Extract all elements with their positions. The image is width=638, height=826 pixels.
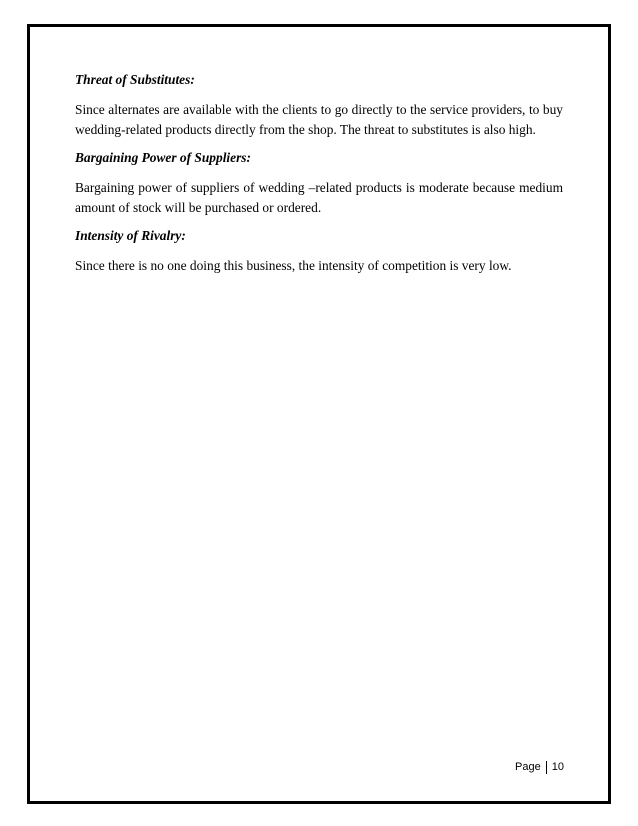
page-number: 10 (551, 761, 564, 773)
heading-bargaining-power-of-suppliers: Bargaining Power of Suppliers: (75, 150, 251, 165)
footer-separator (546, 761, 547, 774)
paragraph-intensity-of-rivalry: Since there is no one doing this business, the intensity of competition is very low. (75, 258, 512, 273)
page-footer (515, 760, 564, 774)
heading-threat-of-substitutes: Threat of Substitutes: (75, 72, 195, 87)
document-body (75, 70, 563, 284)
paragraph-threat-of-substitutes: Since alternates are available with the clients to go directly to the service providers, to buy wedding-related products directly from the shop. The threat to substitutes is also high. (75, 102, 563, 137)
page-label: Page (515, 761, 541, 773)
paragraph-bargaining-power-of-suppliers: Bargaining power of suppliers of wedding –related products is moderate because medium amount of stock will be purchased or ordered. (75, 180, 563, 215)
heading-intensity-of-rivalry: Intensity of Rivalry: (75, 228, 186, 243)
